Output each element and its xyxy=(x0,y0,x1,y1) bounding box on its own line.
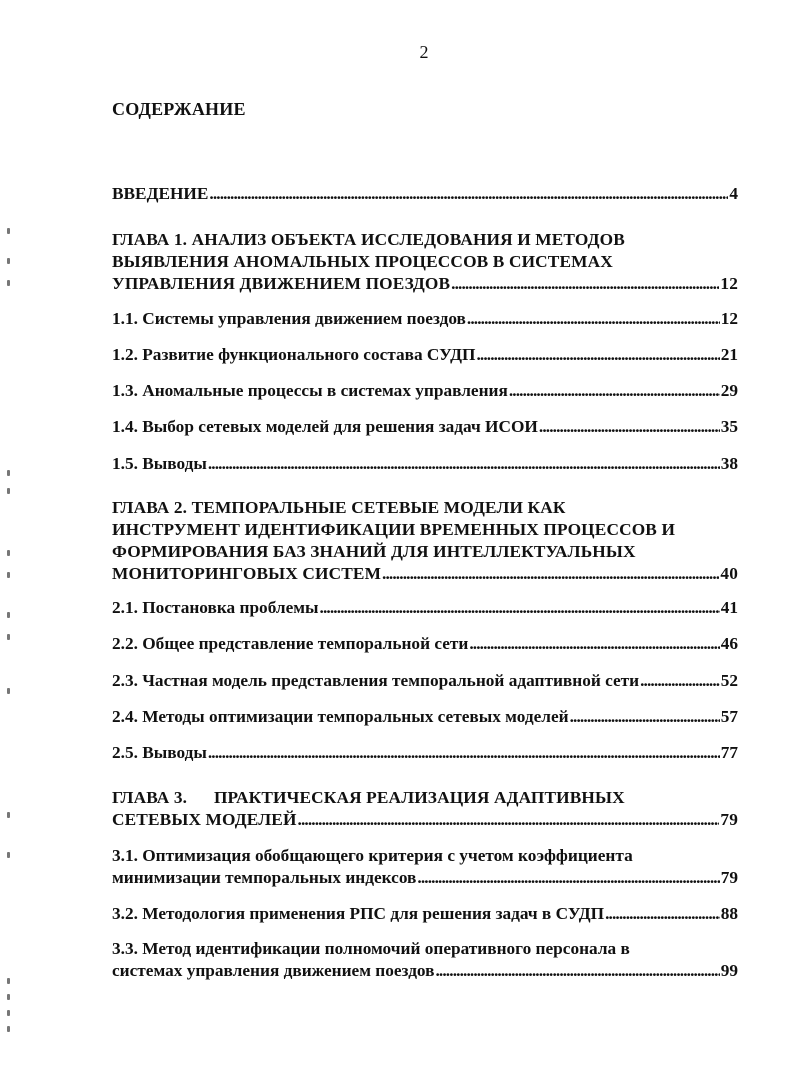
toc-page-number: 21 xyxy=(720,345,738,364)
leader-dots xyxy=(539,416,720,438)
toc-entry-label: 1.2. Развитие функционального состава СУДП xyxy=(112,345,476,364)
scan-mark xyxy=(7,258,10,264)
leader-dots xyxy=(208,453,720,475)
toc-entry-label: 3.2. Методология применения РПС для решения задач в СУДП xyxy=(112,904,605,923)
toc-entry-line: ГЛАВА 1. АНАЛИЗ ОБЪЕКТА ИССЛЕДОВАНИЯ И МЕТОДОВ xyxy=(112,230,625,249)
toc-entry-chapter-1[interactable] xyxy=(112,229,738,295)
toc-entry-3-2[interactable] xyxy=(112,903,738,925)
toc-entry-1-3[interactable] xyxy=(112,380,738,402)
scan-mark xyxy=(7,1010,10,1016)
toc-page-number: 4 xyxy=(729,184,738,203)
toc-entry-2-2[interactable] xyxy=(112,633,738,655)
toc-entry-2-4[interactable] xyxy=(112,706,738,728)
scan-mark xyxy=(7,550,10,556)
leader-dots xyxy=(476,344,719,366)
toc-entry-line: 3.1. Оптимизация обобщающего критерия с учетом коэффициента xyxy=(112,846,633,865)
leader-dots xyxy=(509,380,720,402)
toc-page-number: 38 xyxy=(720,454,738,473)
toc-entry-chapter-2[interactable] xyxy=(112,497,738,585)
toc-entry-line: ВЫЯВЛЕНИЯ АНОМАЛЬНЫХ ПРОЦЕССОВ В СИСТЕМАХ xyxy=(112,252,613,271)
toc-entry-line: 3.3. Метод идентификации полномочий оперативного персонала в xyxy=(112,939,630,958)
leader-dots xyxy=(605,903,720,925)
scan-mark xyxy=(7,280,10,286)
toc-page-number: 41 xyxy=(720,598,738,617)
scan-mark xyxy=(7,612,10,618)
toc-entry-line: ГЛАВА 3. ПРАКТИЧЕСКАЯ РЕАЛИЗАЦИЯ АДАПТИВНЫХ xyxy=(112,788,625,807)
toc-entry-label: УПРАВЛЕНИЯ ДВИЖЕНИЕМ ПОЕЗДОВ xyxy=(112,274,451,293)
scan-mark xyxy=(7,978,10,984)
toc-entry-line: ФОРМИРОВАНИЯ БАЗ ЗНАНИЙ ДЛЯ ИНТЕЛЛЕКТУАЛЬНЫХ xyxy=(112,542,636,561)
scan-mark xyxy=(7,994,10,1000)
toc-entry-2-5[interactable] xyxy=(112,742,738,764)
leader-dots xyxy=(435,960,719,982)
toc-entry-1-5[interactable] xyxy=(112,453,738,475)
toc-entry-label: 2.2. Общее представление темпоральной сети xyxy=(112,634,469,653)
toc-entry-label: 2.1. Постановка проблемы xyxy=(112,598,319,617)
toc-entry-line: ГЛАВА 2. ТЕМПОРАЛЬНЫЕ СЕТЕВЫЕ МОДЕЛИ КАК xyxy=(112,498,566,517)
toc-entry-label: 2.5. Выводы xyxy=(112,743,207,762)
scan-mark xyxy=(7,634,10,640)
leader-dots xyxy=(298,809,720,831)
toc-entry-3-1[interactable] xyxy=(112,845,738,889)
toc-entry-label: 1.3. Аномальные процессы в системах управления xyxy=(112,381,508,400)
toc-entry-label: системах управления движением поездов xyxy=(112,961,435,980)
toc-page-number: 29 xyxy=(720,381,738,400)
toc-page-number: 88 xyxy=(720,904,738,923)
toc-entry-2-1[interactable] xyxy=(112,597,738,619)
toc-entry-label: СЕТЕВЫХ МОДЕЛЕЙ xyxy=(112,810,297,829)
leader-dots xyxy=(382,563,719,585)
toc-page-number: 79 xyxy=(720,868,738,887)
toc-page-number: 57 xyxy=(720,707,738,726)
toc-entry-line: ИНСТРУМЕНТ ИДЕНТИФИКАЦИИ ВРЕМЕННЫХ ПРОЦЕССОВ И xyxy=(112,520,676,539)
toc-entry-1-1[interactable] xyxy=(112,308,738,330)
leader-dots xyxy=(320,597,720,619)
toc-entry-label: ВВЕДЕНИЕ xyxy=(112,184,209,203)
toc-title: СОДЕРЖАНИЕ xyxy=(112,99,246,119)
toc-entry-introduction[interactable] xyxy=(112,183,738,205)
toc-page-number: 12 xyxy=(720,274,738,293)
toc-entry-label: МОНИТОРИНГОВЫХ СИСТЕМ xyxy=(112,564,382,583)
toc-entry-label: 2.3. Частная модель представления темпоральной адаптивной сети xyxy=(112,671,640,690)
scan-mark xyxy=(7,1026,10,1032)
toc-entry-label: 1.5. Выводы xyxy=(112,454,207,473)
scan-mark xyxy=(7,488,10,494)
leader-dots xyxy=(469,633,719,655)
toc-entry-label: 2.4. Методы оптимизации темпоральных сетевых моделей xyxy=(112,707,569,726)
page-number: 2 xyxy=(419,42,429,62)
scan-mark xyxy=(7,572,10,578)
scan-mark xyxy=(7,470,10,476)
toc-page-number: 52 xyxy=(720,671,738,690)
toc-entry-1-4[interactable] xyxy=(112,416,738,438)
toc-entry-label: 1.4. Выбор сетевых моделей для решения задач ИСОИ xyxy=(112,417,538,436)
leader-dots xyxy=(208,742,720,764)
toc-entry-label: минимизации темпоральных индексов xyxy=(112,868,417,887)
leader-dots xyxy=(209,183,728,205)
toc-page-number: 99 xyxy=(720,961,738,980)
toc-entry-chapter-3[interactable] xyxy=(112,787,738,831)
toc-entry-1-2[interactable] xyxy=(112,344,738,366)
toc-page-number: 40 xyxy=(720,564,738,583)
scan-mark xyxy=(7,228,10,234)
scan-mark xyxy=(7,812,10,818)
leader-dots xyxy=(640,670,720,692)
leader-dots xyxy=(570,706,720,728)
scan-mark xyxy=(7,852,10,858)
toc-page-number: 46 xyxy=(720,634,738,653)
toc-entry-2-3[interactable] xyxy=(112,670,738,692)
toc-page-number: 77 xyxy=(720,743,738,762)
leader-dots xyxy=(451,273,719,295)
toc-page-number: 12 xyxy=(720,309,738,328)
scan-mark xyxy=(7,688,10,694)
toc-entry-3-3[interactable] xyxy=(112,938,738,982)
leader-dots xyxy=(467,308,720,330)
toc-entry-label: 1.1. Системы управления движением поездов xyxy=(112,309,466,328)
toc-page-number: 35 xyxy=(720,417,738,436)
toc-page-number: 79 xyxy=(720,810,738,829)
leader-dots xyxy=(417,867,719,889)
